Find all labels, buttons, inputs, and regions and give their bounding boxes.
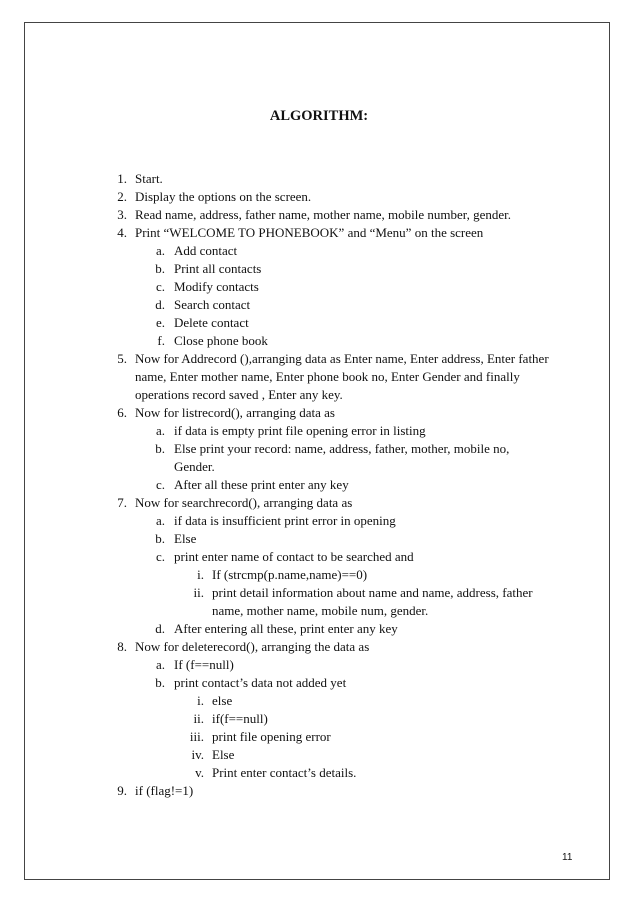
page-title: ALGORITHM:: [269, 108, 369, 124]
list-marker: 4.: [117, 225, 127, 240]
list-item-text: After entering all these, print enter any key: [174, 621, 398, 636]
list-marker: b.: [155, 261, 165, 276]
list-item-text: Else: [212, 747, 235, 762]
list-item-text: name, Enter mother name, Enter phone book no, Enter Gender and finally: [135, 369, 520, 384]
list-marker: e.: [155, 315, 165, 330]
list-marker: a.: [155, 243, 165, 258]
list-item-text: if (flag!=1): [135, 783, 194, 798]
list-item-text: Gender.: [174, 459, 215, 474]
list-item-text: print file opening error: [212, 729, 331, 744]
list-marker: a.: [155, 657, 165, 672]
list-item-text: name, mother name, mobile num, gender.: [212, 603, 429, 618]
list-item-text: Display the options on the screen.: [135, 189, 312, 204]
list-marker: c.: [155, 549, 165, 564]
list-marker: iii.: [189, 729, 204, 744]
list-marker: 5.: [117, 351, 127, 366]
list-item-text: if(f==null): [212, 711, 268, 726]
list-marker: ii.: [193, 711, 204, 726]
list-item-text: Now for searchrecord(), arranging data as: [135, 495, 353, 510]
list-marker: iv.: [191, 747, 204, 762]
list-marker: 3.: [117, 207, 127, 222]
list-marker: a.: [155, 423, 165, 438]
list-item-text: Else print your record: name, address, father, mother, mobile no,: [174, 441, 510, 456]
list-marker: 6.: [117, 405, 127, 420]
list-item-text: Now for listrecord(), arranging data as: [135, 405, 335, 420]
list-marker: c.: [155, 279, 165, 294]
list-item-text: print contact’s data not added yet: [174, 675, 347, 690]
list-marker: d.: [155, 297, 165, 312]
list-item-text: Close phone book: [174, 333, 268, 348]
list-item-text: If (f==null): [174, 657, 234, 672]
list-marker: 8.: [117, 639, 127, 654]
list-item-text: else: [212, 693, 233, 708]
list-marker: b.: [155, 531, 165, 546]
list-item-text: operations record saved , Enter any key.: [135, 387, 343, 402]
list-item-text: Modify contacts: [174, 279, 259, 294]
list-item-text: Now for Addrecord (),arranging data as Enter name, Enter address, Enter father: [135, 351, 549, 366]
list-marker: 1.: [117, 171, 127, 186]
list-marker: f.: [157, 333, 165, 348]
list-item-text: if data is insufficient print error in opening: [174, 513, 396, 528]
list-item-text: if data is empty print file opening error in listing: [174, 423, 426, 438]
list-item-text: Print “WELCOME TO PHONEBOOK” and “Menu” on the screen: [135, 225, 484, 240]
list-marker: i.: [197, 693, 204, 708]
list-marker: b.: [155, 675, 165, 690]
list-marker: d.: [155, 621, 165, 636]
list-marker: v.: [195, 765, 204, 780]
list-item-text: Delete contact: [174, 315, 249, 330]
list-item-text: After all these print enter any key: [174, 477, 349, 492]
list-item-text: print enter name of contact to be searched and: [174, 549, 414, 564]
list-marker: i.: [197, 567, 204, 582]
page-number: 11: [562, 852, 573, 863]
list-item-text: Search contact: [174, 297, 251, 312]
list-marker: 7.: [117, 495, 127, 510]
list-marker: b.: [155, 441, 165, 456]
list-item-text: Print all contacts: [174, 261, 262, 276]
list-marker: 2.: [117, 189, 127, 204]
list-marker: c.: [155, 477, 165, 492]
list-item-text: Else: [174, 531, 197, 546]
list-marker: ii.: [193, 585, 204, 600]
list-marker: 9.: [117, 783, 127, 798]
list-item-text: print detail information about name and name, address, father: [212, 585, 533, 600]
list-item-text: Start.: [135, 171, 163, 186]
list-item-text: If (strcmp(p.name,name)==0): [212, 567, 368, 582]
list-item-text: Read name, address, father name, mother name, mobile number, gender.: [135, 207, 511, 222]
list-item-text: Print enter contact’s details.: [212, 765, 357, 780]
list-marker: a.: [155, 513, 165, 528]
list-item-text: Now for deleterecord(), arranging the data as: [135, 639, 370, 654]
list-item-text: Add contact: [174, 243, 238, 258]
